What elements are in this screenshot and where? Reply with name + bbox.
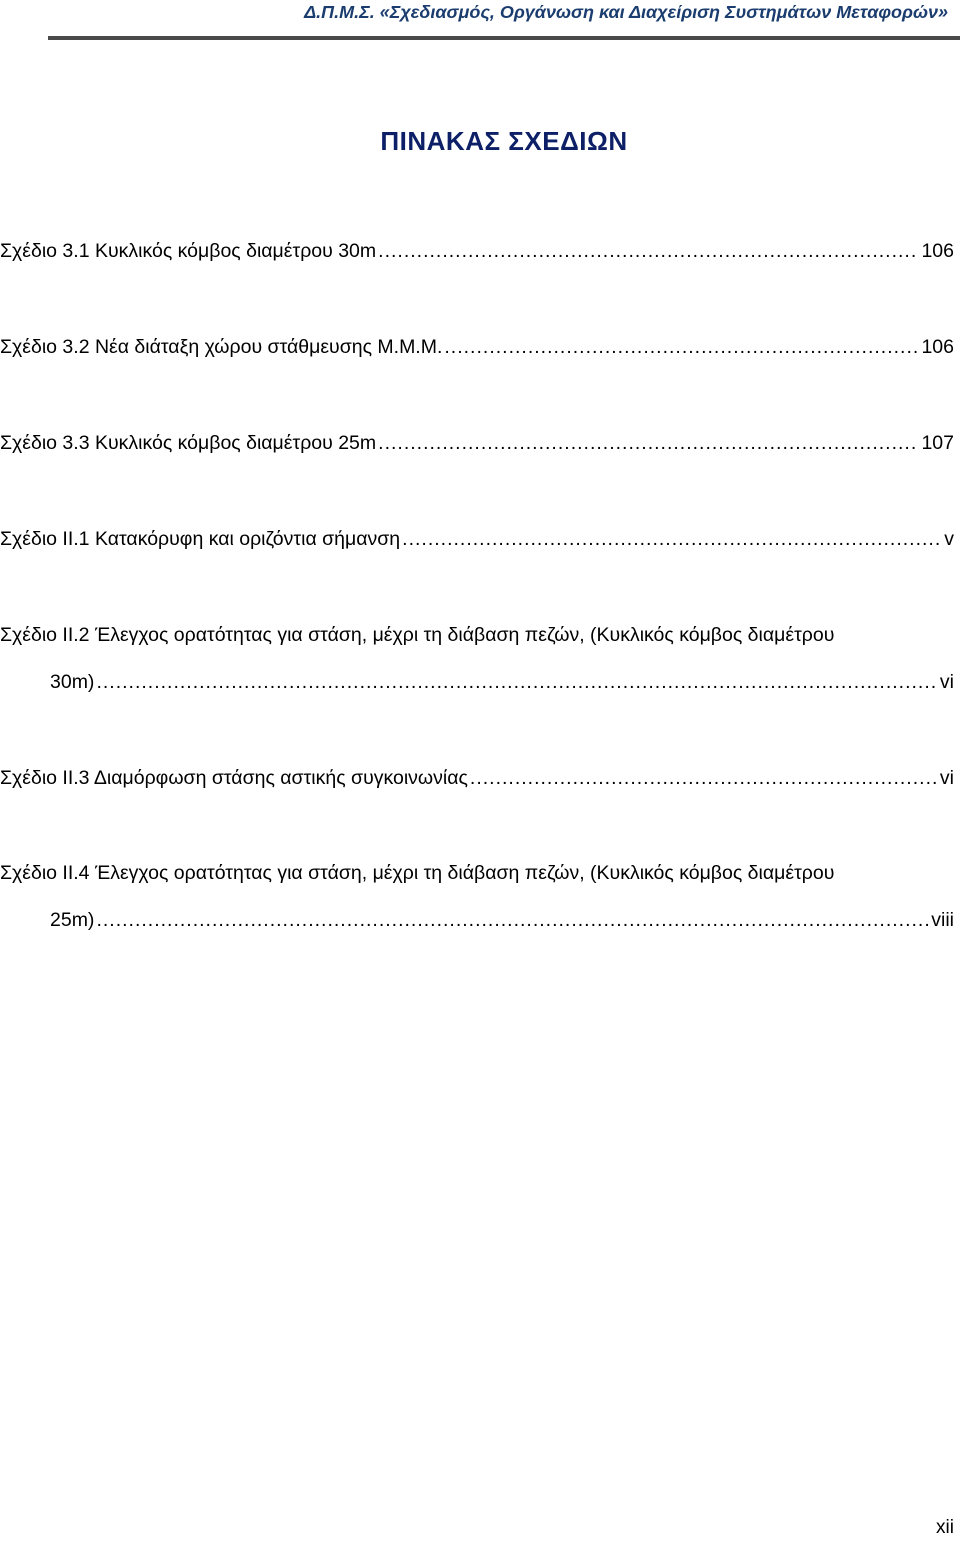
toc-leader (470, 755, 938, 802)
toc-leader (96, 659, 937, 706)
toc-entry-text: Σχέδιο ΙΙ.3 Διαμόρφωση στάσης αστικής συγκοινωνίας (0, 767, 468, 789)
toc-page-number: viii (931, 909, 954, 931)
toc-leader (402, 516, 942, 563)
toc-page-number: v (944, 528, 954, 550)
toc-page-number: 106 (921, 336, 954, 358)
toc-page-number: vi (939, 767, 954, 789)
toc-entry-text-continued: 25m) (50, 909, 95, 931)
page-title: ΠΙΝΑΚΑΣ ΣΧΕΔΙΩΝ (380, 126, 628, 156)
toc-leader (378, 228, 919, 275)
toc-entry[interactable] (0, 850, 954, 944)
header-rule (48, 36, 960, 40)
toc-entry-text-continued: 30m) (50, 671, 95, 693)
page-number: xii (936, 1517, 954, 1538)
toc-page-number: vi (939, 671, 954, 693)
toc-page-number: 106 (921, 240, 954, 262)
toc-entry[interactable] (0, 420, 954, 467)
toc-entry[interactable] (0, 324, 954, 371)
toc-entry-text: Σχέδιο ΙΙ.1 Κατακόρυφη και οριζόντια σήμανση (0, 528, 401, 550)
toc-entry-text: Σχέδιο 3.3 Κυκλικός κόμβος διαμέτρου 25m (0, 432, 377, 454)
toc-entry-text: Σχέδιο ΙΙ.4 Έλεγχος ορατότητας για στάση, μέχρι τη διάβαση πεζών, (Κυκλικός κόμβος διαμέτρου (0, 862, 835, 884)
toc-entry[interactable] (0, 228, 954, 275)
header-title: Δ.Π.Μ.Σ. «Σχεδιασμός, Οργάνωση και Διαχείριση Συστημάτων Μεταφορών» (304, 2, 948, 22)
toc-entry[interactable] (0, 755, 954, 802)
toc-entry[interactable] (0, 516, 954, 563)
toc-leader (96, 897, 929, 944)
toc-entry-text: Σχέδιο 3.1 Κυκλικός κόμβος διαμέτρου 30m (0, 240, 377, 262)
toc-leader (378, 420, 919, 467)
toc-leader (444, 324, 919, 371)
toc-entry-text: Σχέδιο ΙΙ.2 Έλεγχος ορατότητας για στάση, μέχρι τη διάβαση πεζών, (Κυκλικός κόμβος διαμέτρου (0, 624, 835, 646)
toc-entry[interactable] (0, 612, 954, 706)
page-header (0, 0, 960, 40)
toc-page-number: 107 (921, 432, 954, 454)
toc-entry-text: Σχέδιο 3.2 Νέα διάταξη χώρου στάθμευσης Μ.Μ.Μ. (0, 336, 443, 358)
